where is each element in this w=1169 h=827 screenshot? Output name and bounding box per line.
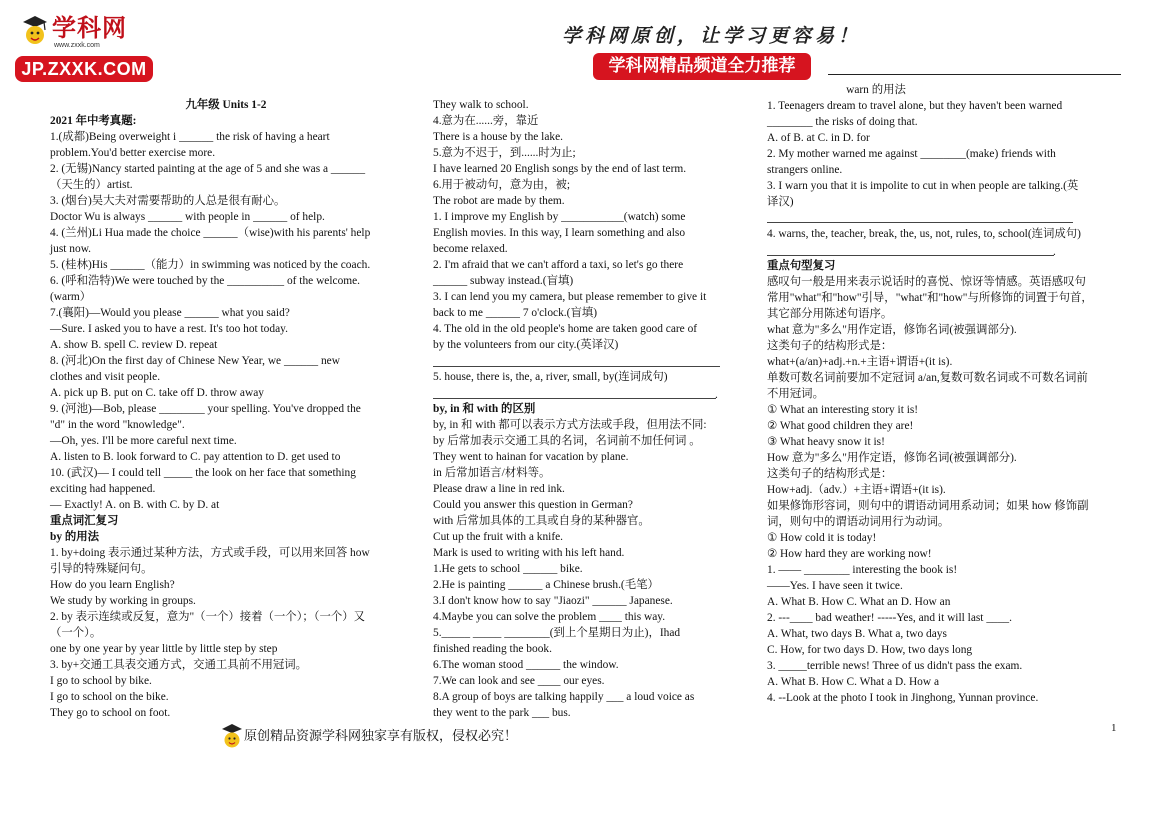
site-banner[interactable]: JP.ZXXK.COM — [15, 56, 153, 82]
text-line: 单数可数名词前要加不定冠词 a/an,复数可数名词或不可数名词前 — [767, 372, 1088, 384]
text-line: 4. --Look at the photo I took in Jinghong, Yunnan province. — [767, 692, 1039, 704]
header-divider — [828, 74, 1121, 75]
text-line: problem.You'd better exercise more. — [50, 147, 216, 159]
recommend-banner: 学科网精品频道全力推荐 — [593, 53, 811, 80]
text-line: How 意为"多么"用作定语，修饰名词(被强调部分). — [767, 452, 1017, 464]
text-line: 这类句子的结构形式是： — [767, 340, 893, 352]
text-line: 4.Maybe you can solve the problem ____ this way. — [433, 611, 666, 623]
text-line: —Oh, yes. I'll be more careful next time. — [50, 435, 237, 447]
text-line: one by one year by year little by little step by step — [50, 643, 278, 655]
text-line: 4. warns, the, teacher, break, the, us, not, rules, to, school(连词成句) — [767, 228, 1081, 240]
text-line: clothes and visit people. — [50, 371, 161, 383]
period-mark: . — [715, 389, 718, 401]
text-line: with 后常加具体的工具或自身的某种器官。 — [433, 515, 650, 527]
section-heading: by 的用法 — [50, 531, 100, 543]
text-line: ——Yes. I have seen it twice. — [767, 580, 903, 592]
text-line: I go to school by bike. — [50, 675, 152, 687]
text-line: A. show B. spell C. review D. repeat — [50, 339, 218, 351]
text-line: 3. (烟台)吴大夫对需要帮助的人总是很有耐心。 — [50, 195, 286, 207]
text-line: I have learned 20 English songs by the end of last term. — [433, 163, 687, 175]
text-line: 2. I'm afraid that we can't afford a taxi, so let's go there — [433, 259, 684, 271]
text-line: 常用"what"和"how"引导，"what"和"how"与所修饰的词置于句首， — [767, 292, 1093, 304]
text-line: ① What an interesting story it is! — [767, 404, 919, 416]
logo-url: www.zxxk.com — [54, 42, 100, 49]
text-line: Please draw a line in red ink. — [433, 483, 565, 495]
text-line: 词，则句中的谓语动词用行为动词。 — [767, 516, 950, 528]
text-line: 2. My mother warned me against ________(make) friends with — [767, 148, 1056, 160]
text-line: 3. by+交通工具表交通方式，交通工具前不用冠词。 — [50, 659, 308, 671]
logo-wordmark: 学科网 — [52, 14, 127, 42]
text-line: exciting had happened. — [50, 483, 156, 495]
text-line: 6.The woman stood ______ the window. — [433, 659, 619, 671]
text-line: (warm） — [50, 291, 92, 303]
text-line: 如果修饰形容词，则句中的谓语动词用系动词；如果 how 修饰副 — [767, 500, 1089, 512]
text-line: 感叹句一般是用来表示说话时的喜悦、惊讶等情感。英语感叹句 — [767, 276, 1086, 288]
text-line: They went to hainan for vacation by plane. — [433, 451, 629, 463]
answer-line — [767, 222, 1073, 223]
page-number: 1 — [1111, 722, 1117, 734]
text-line: "d" in the word "knowledge". — [50, 419, 185, 431]
text-line: just now. — [50, 243, 92, 255]
text-line: 这类句子的结构形式是： — [767, 468, 893, 480]
text-line: ① How cold it is today! — [767, 532, 877, 544]
text-line: —Sure. I asked you to have a rest. It's too hot today. — [50, 323, 288, 335]
text-line: ______ subway instead.(盲填) — [433, 275, 574, 287]
text-line: （天生的）artist. — [50, 179, 133, 191]
answer-line — [767, 255, 1054, 256]
text-line: 2.He is painting ______ a Chinese brush.(毛笔） — [433, 579, 659, 591]
text-line: become relaxed. — [433, 243, 508, 255]
mascot-logo-icon — [20, 14, 50, 48]
text-line: what+(a/an)+adj.+n.+主语+谓语+(it is). — [767, 356, 953, 368]
text-line: 9. (河池)—Bob, please ________ your spelling. You've dropped the — [50, 403, 361, 415]
text-line: 5. house, there is, the, a, river, small, by(连词成句) — [433, 371, 668, 383]
text-line: Could you answer this question in German? — [433, 499, 633, 511]
text-line: 4. (兰州)Li Hua made the choice ______（wise)with his parents' help — [50, 227, 371, 239]
text-line: ________ the risks of doing that. — [767, 116, 918, 128]
text-line: 7.(襄阳)—Would you please ______ what you said? — [50, 307, 290, 319]
copyright-notice: 原创精品资源学科网独家享有版权，侵权必究！ — [244, 729, 518, 744]
text-line: 10. (武汉)— I could tell _____ the look on her face that something — [50, 467, 356, 479]
answer-line — [433, 366, 720, 367]
text-line: 2. by 表示连续或反复，意为"（一个）接着（一个）；（一个）又 — [50, 611, 366, 623]
text-line: — Exactly! A. on B. with C. by D. at — [50, 499, 220, 511]
text-line: 7.We can look and see ____ our eyes. — [433, 675, 605, 687]
text-line: The robot are made by them. — [433, 195, 565, 207]
text-line: 1. by+doing 表示通过某种方法，方式或手段，可以用来回答 how — [50, 547, 370, 559]
text-line: There is a house by the lake. — [433, 131, 563, 143]
text-line: A. What B. How C. What an D. How an — [767, 596, 951, 608]
text-line: 3. I can lend you my camera, but please remember to give it — [433, 291, 707, 303]
section-heading: 2021 年中考真题: — [50, 115, 137, 127]
text-line: Cut up the fruit with a knife. — [433, 531, 564, 543]
text-line: English movies. In this way, I learn something and also — [433, 227, 686, 239]
text-line: 1. Teenagers dream to travel alone, but they haven't been warned — [767, 100, 1063, 112]
period-mark: . — [1053, 246, 1056, 258]
text-line: in 后常加语言/材料等。 — [433, 467, 551, 479]
text-line: Doctor Wu is always ______ with people in ______ of help. — [50, 211, 325, 223]
text-line: 不用冠词。 — [767, 388, 824, 400]
text-line: How+adj.（adv.）+主语+谓语+(it is). — [767, 484, 946, 496]
text-line: A. What, two days B. What a, two days — [767, 628, 947, 640]
text-line: A. pick up B. put on C. take off D. throw away — [50, 387, 264, 399]
text-line: A. listen to B. look forward to C. pay attention to D. get used to — [50, 451, 341, 463]
text-line: 3. _____terrible news! Three of us didn't pass the exam. — [767, 660, 1023, 672]
text-line: 6.用于被动句，意为由，被; — [433, 179, 571, 191]
text-line: How do you learn English? — [50, 579, 175, 591]
text-line: C. How, for two days D. How, two days long — [767, 644, 973, 656]
text-line: 引导的特殊疑问句。 — [50, 563, 153, 575]
text-line: ② What good children they are! — [767, 420, 914, 432]
text-line: 5. (桂林)His ______（能力）in swimming was noticed by the coach. — [50, 259, 371, 271]
text-line: by, in 和 with 都可以表示方式方法或手段，但用法不同: — [433, 419, 707, 431]
section-heading: 重点句型复习 — [767, 260, 836, 272]
text-line: 6. (呼和浩特)We were touched by the __________ of the welcome. — [50, 275, 361, 287]
text-line: 5._____ _____ ________(到上个星期日为止)，Ihad — [433, 627, 681, 639]
text-line: 1. I improve my English by ___________(watch) some — [433, 211, 686, 223]
text-line: 4. The old in the old people's home are taken good care of — [433, 323, 698, 335]
worksheet-title: 九年级 Units 1-2 — [185, 99, 267, 111]
text-line: They go to school on foot. — [50, 707, 171, 719]
text-line: finished reading the book. — [433, 643, 552, 655]
text-line: （一个）。 — [50, 627, 102, 639]
text-line: 2. (无锡)Nancy started painting at the age of 5 and she was a ______ — [50, 163, 366, 175]
text-line: 1.He gets to school ______ bike. — [433, 563, 583, 575]
text-line: back to me ______ 7 o'clock.(盲填) — [433, 307, 598, 319]
text-line: 其它部分用陈述句语序。 — [767, 308, 893, 320]
section-heading: 重点词汇复习 — [50, 515, 119, 527]
text-line: by the volunteers from our city.(英译汉) — [433, 339, 619, 351]
text-line: what 意为"多么"用作定语，修饰名词(被强调部分). — [767, 324, 1017, 336]
text-line: They walk to school. — [433, 99, 529, 111]
text-line: by 后常加表示交通工具的名词，名词前不加任何词 。 — [433, 435, 701, 447]
text-line: ③ What heavy snow it is! — [767, 436, 885, 448]
text-line: 8. (河北)On the first day of Chinese New Year, we ______ new — [50, 355, 340, 367]
text-line: We study by working in groups. — [50, 595, 196, 607]
mascot-icon — [220, 722, 244, 750]
text-line: 5.意为不迟于，到......时为止; — [433, 147, 576, 159]
text-line: 2. ---____ bad weather! -----Yes, and it will last ____. — [767, 612, 1012, 624]
text-line: A. of B. at C. in D. for — [767, 132, 870, 144]
section-heading: by, in 和 with 的区别 — [433, 403, 536, 415]
text-line: 1.(成都)Being overweight i ______ the risk of having a heart — [50, 131, 330, 143]
text-line: 3. I warn you that it is impolite to cut in when people are talking.(英 — [767, 180, 1079, 192]
text-line: Mark is used to writing with his left hand. — [433, 547, 625, 559]
text-line: they went to the park ___ bus. — [433, 707, 571, 719]
text-line: 1. —— ________ interesting the book is! — [767, 564, 958, 576]
text-line: I go to school on the bike. — [50, 691, 169, 703]
text-line: strangers online. — [767, 164, 843, 176]
text-line: 译汉) — [767, 196, 794, 208]
text-line: 8.A group of boys are talking happily ___ a loud voice as — [433, 691, 695, 703]
slogan: 学科网原创，让学习更容易！ — [562, 25, 862, 47]
text-line: 3.I don't know how to say "Jiaozi" ______ Japanese. — [433, 595, 673, 607]
answer-line — [433, 398, 716, 399]
text-line: 4.意为在......旁，靠近 — [433, 115, 539, 127]
section-heading: warn 的用法 — [846, 84, 906, 96]
text-line: ② How hard they are working now! — [767, 548, 932, 560]
text-line: A. What B. How C. What a D. How a — [767, 676, 939, 688]
